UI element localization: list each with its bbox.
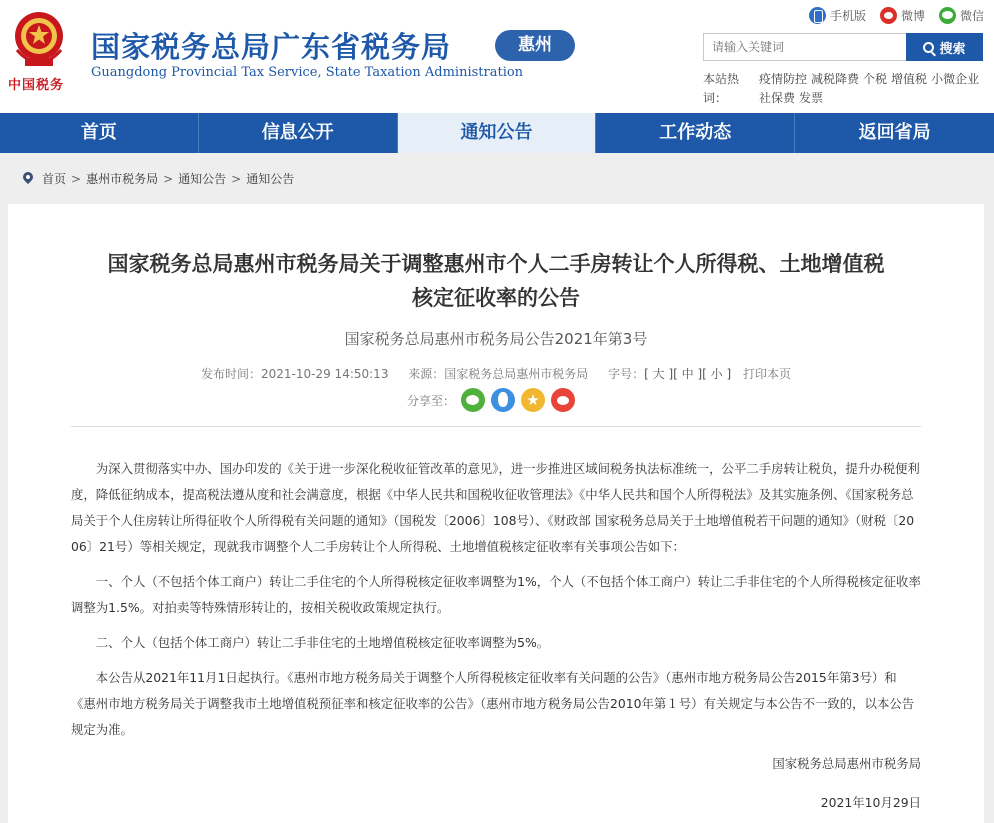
article-title — [68, 247, 924, 315]
share-bar — [407, 388, 575, 412]
nav-work-updates[interactable]: 工作动态 — [596, 113, 795, 153]
hot-word[interactable]: 发票 — [799, 91, 824, 105]
hot-words-label: 本站热词： — [703, 72, 740, 105]
breadcrumb-huizhou[interactable]: 惠州市税务局 — [86, 172, 159, 186]
hot-word[interactable]: 增值税 — [891, 72, 928, 86]
mobile-icon — [809, 7, 826, 24]
tax-emblem-caption: 中国税务 — [8, 78, 65, 93]
search-button-label: 搜索 — [939, 41, 966, 57]
paragraph: 一、个人（不包括个体工商户）转让二手住宅的个人所得税核定征收率调整为1%，个人（不包括个体工商户）转让二手非住宅的个人所得税核定征收率调整为1.5%。对拍卖等特殊情形转让的，按相关税收政策规定执行。 — [71, 574, 921, 615]
search-button[interactable] — [906, 33, 983, 61]
breadcrumb-notices-current[interactable]: 通知公告 — [246, 172, 295, 186]
national-emblem-icon — [13, 10, 65, 70]
mobile-version-label: 手机版 — [829, 8, 866, 23]
breadcrumb-home[interactable]: 首页 — [42, 172, 67, 186]
article-card — [8, 204, 984, 823]
nav-notices[interactable]: 通知公告 — [398, 113, 597, 153]
weibo-label: 微博 — [900, 8, 925, 23]
print-button[interactable]: 打印本页 — [742, 367, 791, 381]
search-input[interactable] — [704, 34, 906, 60]
hot-word[interactable]: 个税 — [863, 72, 888, 86]
hot-word[interactable]: 社保费 — [759, 91, 796, 105]
site-title[interactable]: 国家税务总局广东省税务局 — [91, 30, 452, 64]
search-icon — [923, 42, 934, 53]
paragraph: 二、个人（包括个体工商户）转让二手非住宅的土地增值税核定征收率调整为5%。 — [95, 635, 550, 650]
share-qzone-icon[interactable] — [521, 388, 545, 412]
paragraph: 本公告从2021年11月1日起执行。《惠州市地方税务局关于调整个人所得税核定征收率有关问题的公告》（惠州市地方税务局公告2015年第3号）和《惠州市地方税务局关于调整我市土地增值税预征率和核定征收率的公告》（惠州市地方税务局公告2010年第１号）有关规定与本公告不一致的，以本公告规定为准。 — [71, 670, 915, 737]
article-source: 来源：国家税务总局惠州市税务局 — [408, 367, 589, 381]
weibo-link[interactable] — [880, 6, 925, 24]
search-box — [703, 33, 983, 61]
weibo-icon — [880, 7, 897, 24]
font-size-label: 字号： — [608, 367, 645, 381]
font-medium-button[interactable]: [ 中 ] — [673, 367, 703, 381]
main-nav — [0, 113, 994, 153]
hot-word[interactable]: 减税降费 — [811, 72, 860, 86]
share-weibo-icon[interactable] — [551, 388, 575, 412]
breadcrumb-notices[interactable]: 通知公告 — [178, 172, 227, 186]
hot-word[interactable]: 疫情防控 — [759, 72, 808, 86]
font-large-button[interactable]: [ 大 ] — [644, 367, 674, 381]
divider — [71, 426, 921, 427]
document-number: 国家税务总局惠州市税务局公告2021年第3号 — [344, 330, 648, 348]
wechat-link[interactable] — [939, 6, 984, 24]
article-title-line1: 国家税务总局惠州市税务局关于调整惠州市个人二手房转让个人所得税、土地增值税 — [107, 252, 885, 276]
share-qq-icon[interactable] — [491, 388, 515, 412]
nav-home[interactable]: 首页 — [0, 113, 199, 153]
site-header — [0, 0, 994, 113]
share-label: 分享至： — [407, 393, 456, 408]
top-links — [809, 6, 984, 24]
signature-org: 国家税务总局惠州市税务局 — [772, 756, 921, 771]
article-meta — [8, 365, 984, 382]
location-pin-icon — [22, 172, 34, 186]
font-size-controls — [608, 367, 731, 381]
nav-back-to-province[interactable]: 返回省局 — [858, 122, 931, 143]
nav-info-disclosure[interactable]: 信息公开 — [199, 113, 398, 153]
publish-time: 发布时间：2021-10-29 14:50:13 — [201, 367, 389, 381]
site-subtitle: Guangdong Provincial Tax Service, State Taxation Administration — [91, 65, 524, 80]
article-title-line2: 核定征收率的公告 — [412, 286, 580, 310]
paragraph: 为深入贯彻落实中办、国办印发的《关于进一步深化税收征管改革的意见》，进一步推进区域间税务执法标准统一，公平二手房转让税负，提升办税便利度，降低征纳成本，提高税法遵从度和社会满意度，根据《中华人民共和国税收征收管理法》《中华人民共和国个人所得税法》及其实施条例、《国家税务总局关于个人住房转让所得征收个人所得税有关问题的通知》（国税发〔2006〕108号）、《财政部 国家税务总局关于土地增值税若干问题的通知》（财税〔2006〕21号）等相关规定，现就我市调整个人二手房转让个人所得税、土地增值税核定征收率有关事项公告如下： — [71, 461, 920, 554]
signature-date: 2021年10月29日 — [820, 795, 921, 810]
hot-word[interactable]: 小微企业 — [931, 72, 980, 86]
wechat-label: 微信 — [959, 8, 984, 23]
article-body — [71, 456, 921, 752]
city-badge[interactable]: 惠州 — [495, 30, 575, 61]
font-small-button[interactable]: [ 小 ] — [702, 367, 732, 381]
mobile-version-link[interactable] — [809, 6, 866, 24]
share-wechat-icon[interactable] — [461, 388, 485, 412]
wechat-icon — [939, 7, 956, 24]
breadcrumb: 首页 > 惠州市税务局 > 通知公告 > 通知公告 — [22, 170, 294, 187]
